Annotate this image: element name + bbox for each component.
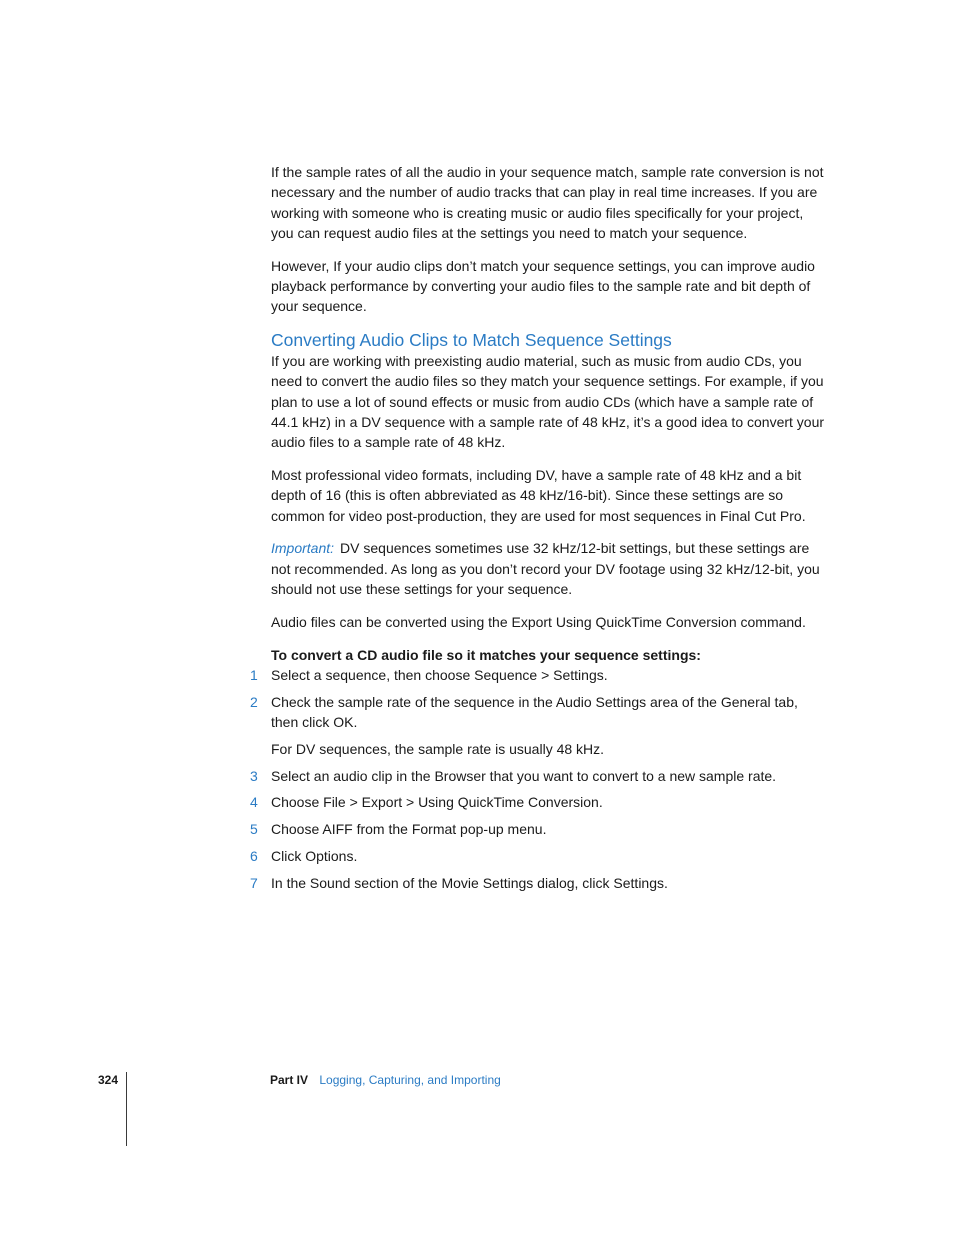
step-item — [250, 819, 827, 839]
step-text: Check the sample rate of the sequence in the Audio Settings area of the General tab, then click OK. — [271, 693, 798, 731]
step-text: Select a sequence, then choose Sequence > Settings. — [271, 666, 608, 683]
step-text: Click Options. — [271, 848, 358, 865]
step-item — [250, 766, 827, 786]
page-content — [250, 162, 827, 900]
part-title: Logging, Capturing, and Importing — [319, 1073, 501, 1087]
step-number: 5 — [250, 821, 258, 838]
step-number: 2 — [250, 693, 258, 710]
step-number: 1 — [250, 666, 258, 683]
paragraph-professional-formats: Most professional video formats, including DV, have a sample rate of 48 kHz and a bit depth of 16 (this is often abbreviated as 48 kHz/16-bit). Since these settings are so common for video post-production, they are used for most sequences in Final Cut Pro. — [271, 467, 806, 524]
paragraph-improve-playback: However, If your audio clips don’t match your sequence settings, you can improve audio playback performance by converting your audio files to the sample rate and bit depth of your sequence. — [271, 257, 815, 315]
steps-list — [250, 665, 827, 893]
step-item — [250, 846, 827, 866]
step-item — [250, 792, 827, 812]
task-title: To convert a CD audio file so it matches your sequence settings: — [271, 646, 701, 663]
section-heading: Converting Audio Clips to Match Sequence Settings — [271, 330, 672, 351]
step-number: 6 — [250, 848, 258, 865]
step-number: 4 — [250, 794, 258, 811]
important-text: DV sequences sometimes use 32 kHz/12-bit settings, but these settings are not recommended. As long as you don’t record your DV footage using 32 kHz/12-bit, you should not use these settings for your sequence. — [271, 540, 820, 598]
part-label: Part IV — [270, 1073, 309, 1087]
paragraph-preexisting-audio: If you are working with preexisting audio material, such as music from audio CDs, you need to convert the audio files so they match your sequence settings. For example, if you plan to use a lot of sound effects or music from audio CDs (which have a sample rate of 44.1 kHz) in a DV sequence with a sample rate of 48 kHz, it’s a good idea to convert your audio files to a sample rate of 48 kHz. — [271, 353, 825, 451]
step-text: Select an audio clip in the Browser that you want to convert to a new sample rate. — [271, 767, 777, 784]
page-number: 324 — [98, 1073, 119, 1087]
step-item — [250, 873, 827, 893]
footer-part — [270, 1073, 501, 1087]
step-result: For DV sequences, the sample rate is usually 48 kHz. — [271, 740, 605, 757]
step-item — [250, 692, 827, 733]
step-item — [250, 665, 827, 685]
step-number: 3 — [250, 767, 258, 784]
step-text: Choose File > Export > Using QuickTime Conversion. — [271, 794, 603, 811]
step-text: Choose AIFF from the Format pop-up menu. — [271, 821, 547, 838]
step-text: In the Sound section of the Movie Settings dialog, click Settings. — [271, 874, 668, 891]
important-label: Important: — [271, 540, 335, 557]
important-note — [271, 538, 827, 599]
step-number: 7 — [250, 874, 258, 891]
paragraph-export-command: Audio files can be converted using the Export Using QuickTime Conversion command. — [271, 613, 806, 630]
paragraph-sample-rate-match: If the sample rates of all the audio in your sequence match, sample rate conversion is not necessary and the number of audio tracks that can play in real time increases. If you are working with someone who is creating music or audio files specifically for your project, you can request audio files at the settings you need to match your sequence. — [271, 164, 824, 241]
footer-divider — [126, 1072, 127, 1146]
